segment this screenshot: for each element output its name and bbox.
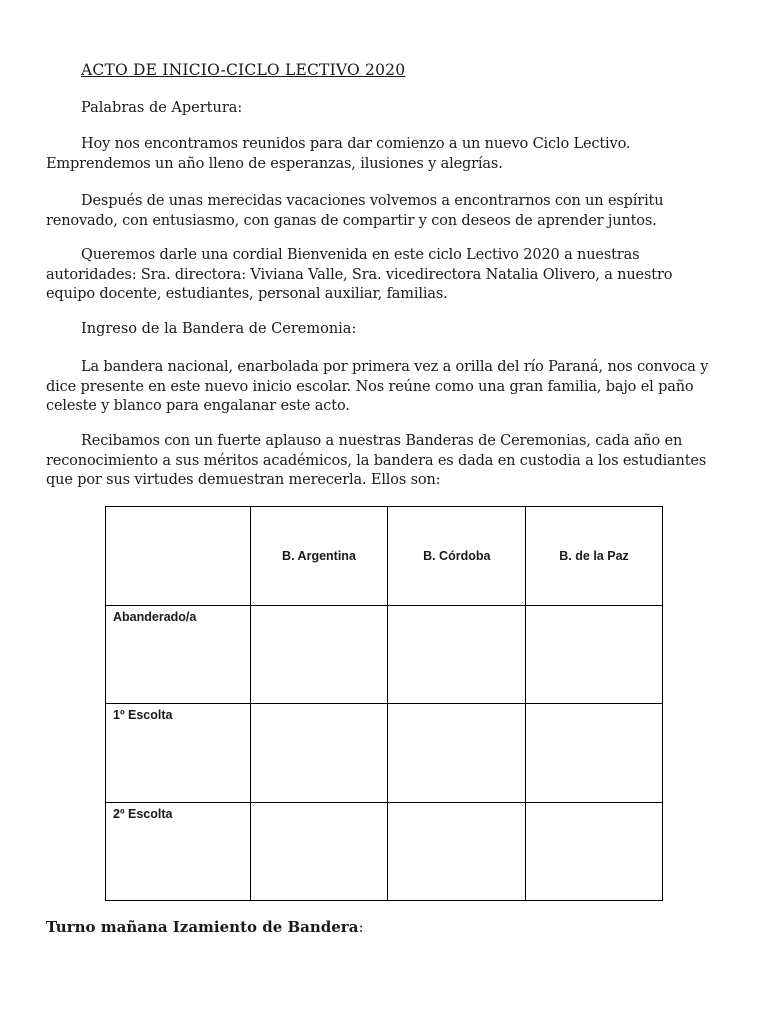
flag-bearers-table (105, 506, 663, 901)
table-row (106, 802, 663, 901)
table-row (106, 704, 663, 803)
table-cell (388, 802, 526, 901)
table-cell (388, 605, 526, 704)
column-header-paz: B. de la Paz (526, 507, 663, 606)
paragraph-authorities: Queremos darle una cordial Bienvenida en este ciclo Lectivo 2020 a nuestras autoridades: Sra. directora: Viviana Valle, Sra. vicedirectora Natalia Olivero, a nuestro equipo docente, estudiantes, personal auxiliar, familias. (46, 247, 673, 302)
column-header-argentina: B. Argentina (250, 507, 388, 606)
row-label-abanderado: Abanderado/a (106, 605, 251, 704)
paragraph-vacations: Después de unas merecidas vacaciones volvemos a encontrarnos con un espíritu renovado, con entusiasmo, con ganas de compartir y con deseos de aprender juntos. (46, 193, 664, 229)
paragraph-ceremony-flags: Recibamos con un fuerte aplauso a nuestras Banderas de Ceremonias, cada año en reconocimiento a sus méritos académicos, la bandera es dada en custodia a los estudiantes que por sus virtudes demuestran merecerla. Ellos son: (46, 433, 707, 488)
paragraph-welcome: Hoy nos encontramos reunidos para dar comienzo a un nuevo Ciclo Lectivo. Emprendemos un año lleno de esperanzas, ilusiones y alegrías. (46, 136, 631, 172)
table-cell (250, 802, 388, 901)
row-label-segunda-escolta: 2º Escolta (106, 802, 251, 901)
row-label-primera-escolta: 1º Escolta (106, 704, 251, 803)
table-cell (388, 704, 526, 803)
table-corner-cell (106, 507, 251, 606)
morning-shift-heading-colon: : (358, 918, 364, 936)
table-cell (526, 704, 663, 803)
morning-shift-heading-text: Turno mañana Izamiento de Bandera (46, 918, 359, 936)
table-header-row (106, 507, 663, 606)
table-cell (250, 704, 388, 803)
table-cell (526, 802, 663, 901)
table-cell (526, 605, 663, 704)
column-header-cordoba: B. Córdoba (388, 507, 526, 606)
table-row (106, 605, 663, 704)
document-title: ACTO DE INICIO-CICLO LECTIVO 2020 (81, 61, 406, 79)
opening-label: Palabras de Apertura: (81, 100, 243, 116)
morning-shift-heading (46, 918, 364, 936)
paragraph-national-flag: La bandera nacional, enarbolada por primera vez a orilla del río Paraná, nos convoca y dice presente en este nuevo inicio escolar. Nos reúne como una gran familia, bajo el paño celeste y blanco para engalanar este acto. (46, 359, 709, 414)
flag-entry-label: Ingreso de la Bandera de Ceremonia: (81, 321, 357, 337)
table-cell (250, 605, 388, 704)
